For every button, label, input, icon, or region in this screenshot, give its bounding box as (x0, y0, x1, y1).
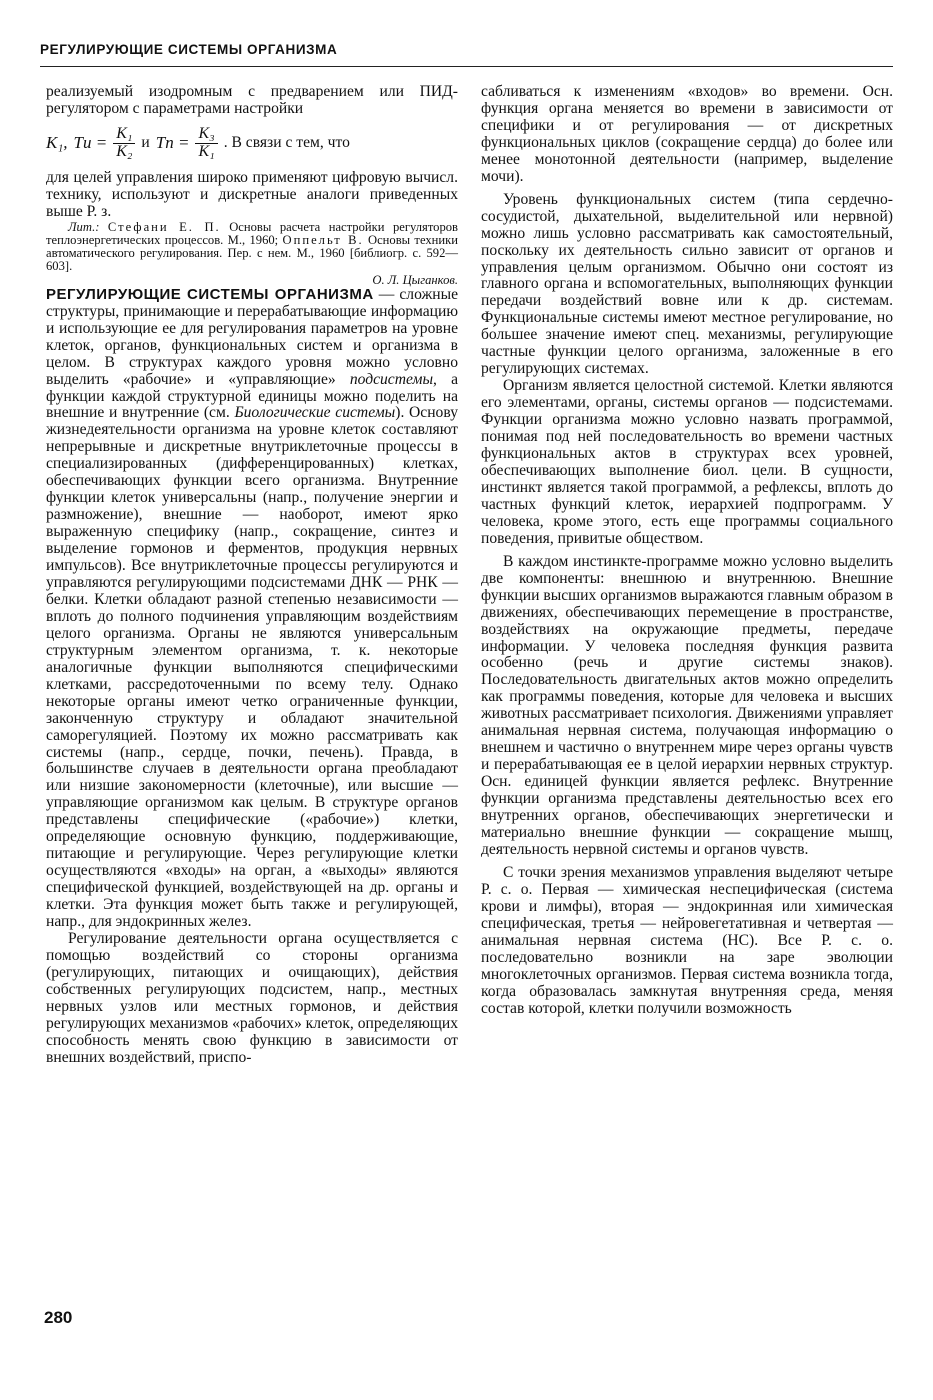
literature (46, 221, 458, 287)
lit-entry: Основы расчета настройки регуляторов теплоэнергетических процессов. М., 1960; (46, 219, 459, 247)
text-run: , а функции каждой структурной единицы можно поделить на внешние и внутренние (см. (46, 370, 458, 422)
lit-author: Оппельт В. (282, 232, 364, 247)
italic-ref: подсистемы (349, 370, 434, 388)
paragraph: реализуемый изодромным с предварением или ПИД-регулятором с параметрами настройки (46, 83, 458, 117)
fraction-numerator: K₃ (195, 126, 217, 144)
lit-entry: Основы техники автоматического регулирования. Пер. с нем. М., 1960 [библиогр. с. 592—603]. (46, 232, 458, 274)
text-run: ). Основу жизнедеятельности организма на уровне клеток составляют непрерывные и дискретные внутриклеточные процессы в специализированных (дифференцированных) клетках, обеспечивающих функции всего организма. Внутренние функции клеток универсальны (напр., получение энергии и размножение), внешние — наоборот, имеют ярко выраженную специфику (напр., сокращение, синтез и выделение гормонов и ферментов, продукция нервных импульсов). Все внутриклеточные процессы регулируются и управляются регулирующими подсистемами ДНК — РНК — белки. Клетки обладают разной степенью независимости — вплоть до полного подчинения управляющим воздействиям целого организма. Органы не являются универсальным структурным элементом организма, т. к. некоторые аналогичные функции выполняются специфическими клетками, рассредоточенными по всему телу. Однако некоторые органы имеют четко ограниченные функции, законченную структуру и обладают значительной саморегуляцией. Поэтому их можно рассматривать как системы (напр., сердце, почки, печень). Правда, в большинстве случаев в деятельности органа преобладают или низшие закономерности (клеточные), или высшие — управляющие организмом как целым. В структуре органов представлены специфические («рабочие») клетки, определяющие основную функцию, поддерживающие, питающие и регулирующие. Через регулирующие клетки осуществляются «входы» на орган, а «выходы» являются специфической функцией, воздействующей на др. органы и клетки. Эта функция может быть также и регулирующей, напр., для эндокринных желез. (46, 404, 458, 931)
italic-ref: Биологические системы (234, 404, 396, 422)
right-column (481, 84, 893, 1017)
formula-k1: K₁, (46, 133, 68, 153)
running-header: РЕГУЛИРУЮЩИЕ СИСТЕМЫ ОРГАНИЗМА (40, 42, 338, 57)
header-rule (40, 66, 893, 67)
paragraph: Уровень функциональных систем (типа сердечно-сосудистой, дыхательной, выделительной или нервной) можно лишь условно рассматривать как самостоятельный, поскольку их деятельность сильно зависит от органов и управления целым организмом. Обычно они состоят из главного органа и вспомогательных, выполняющих функции передачи воздействий вовне или к др. системам. Функциональные системы имеют местное регулирование, но бо́льшее значение имеют спец. механизмы, регулирующие частные функции целого организма, заложенные в его регулирующих системах. (481, 190, 893, 378)
formula-ti: Tи = (73, 133, 108, 153)
fraction-ti (113, 126, 135, 161)
text-run: — сложные структуры, принимающие и перерабатывающие информацию и использующие ее для регулирования параметров на уровне клеток, органов, функциональных систем и организма в целом. В структурах каждого уровня можно условно выделить «рабочие» и «управляющие» (46, 285, 458, 388)
page-number: 280 (44, 1308, 73, 1327)
formula-tail: . В связи с тем, что (223, 134, 350, 152)
fraction-denominator: K₁ (198, 143, 215, 161)
fraction-tp (195, 126, 217, 161)
paragraph: для целей управления широко применяют цифровую вычисл. технику, используют и дискретные аналоги приведенных выше Р. з. (46, 168, 458, 220)
formula-tp: Tп = (155, 133, 190, 153)
paragraph: сабливаться к изменениям «входов» во времени. Осн. функция органа меняется во времени в зависимости от специфики и от регулирования — от дискретных функциональных циклов (сокращение сердца) до более или менее монотонной деятельности (например, выделение мочи). (481, 83, 893, 185)
paragraph: С точки зрения механизмов управления выделяют четыре Р. с. о. Первая — химическая неспецифическая (система крови и лимфы), вторая — эндокринная или химическая специфическая, третья — нейровегетативная и четвертая — анимальная нервная система (НС). Все Р. с. о. последовательно возникли на заре эволюции многоклеточных организмов. Первая система возникла тогда, когда образовалась замкнутая внутренняя среда, меняя состав которой, клетки получили возможность (481, 863, 893, 1017)
formula-and: и (141, 134, 150, 152)
fraction-denominator: K₂ (116, 143, 133, 161)
article-body (46, 287, 458, 931)
lit-label: Лит.: (68, 219, 100, 234)
lit-author: Стефани Е. П. (107, 219, 221, 234)
left-column (46, 84, 458, 1067)
paragraph: В каждом инстинкте-программе можно условно выделить две компоненты: внешнюю и внутреннюю. Внешние функции высших организмов выражаются главным образом в движениях, обеспечивающих перемещение в пространстве, воздействиях на окружающие предметы, передаче информации. У человека последняя функция развита особенно (речь и другие системы знаков). Последовательность двигательных актов можно определить как программы поведения, которые для человека и высших животных рассматривает психология. Движениями управляет анимальная нервная система, получающая информацию о внешнем и частично о внутреннем мире через органы чувств и перерабатывающая ее в целой иерархии нервных структур. Осн. единицей функции является рефлекс. Внутренние функции организма представлены деятельностью всех его внутренних органов, обеспечивающих энергетически и материально внешние функции — сокращение мышц, деятельность нервной системы и органов чувств. (481, 552, 893, 858)
fraction-numerator: K₁ (113, 126, 135, 144)
article-signature: О. Л. Цыганков. (372, 272, 458, 287)
article-term: РЕГУЛИРУЮЩИЕ СИСТЕМЫ ОРГАНИЗМА (46, 285, 374, 303)
paragraph: Регулирование деятельности органа осуществляется с помощью воздействий со стороны организма (регулирующих, питающих и очищающих), действия собственных регулирующих подсистем, напр., местных нервных узлов или местных гормонов, и действия регулирующих механизмов «рабочих» клеток, определяющих способность менять свою функцию в зависимости от внешних воздействий, приспо- (46, 930, 458, 1066)
paragraph: Организм является целостной системой. Клетки являются его элементами, органы, системы органов — подсистемами. Функции организма можно условно назвать программой, понимая под ней последовательность во времени частных функциональных актов в структурах всех уровней, обеспечивающих выполнение биол. цели. В сущности, инстинкт является такой программой, а рефлексы, вплоть до частных функций клеток, иерархией подпрограмм. У человека, кроме этого, есть еще программы социального поведения, привитые обществом. (481, 377, 893, 547)
formula (46, 118, 458, 170)
